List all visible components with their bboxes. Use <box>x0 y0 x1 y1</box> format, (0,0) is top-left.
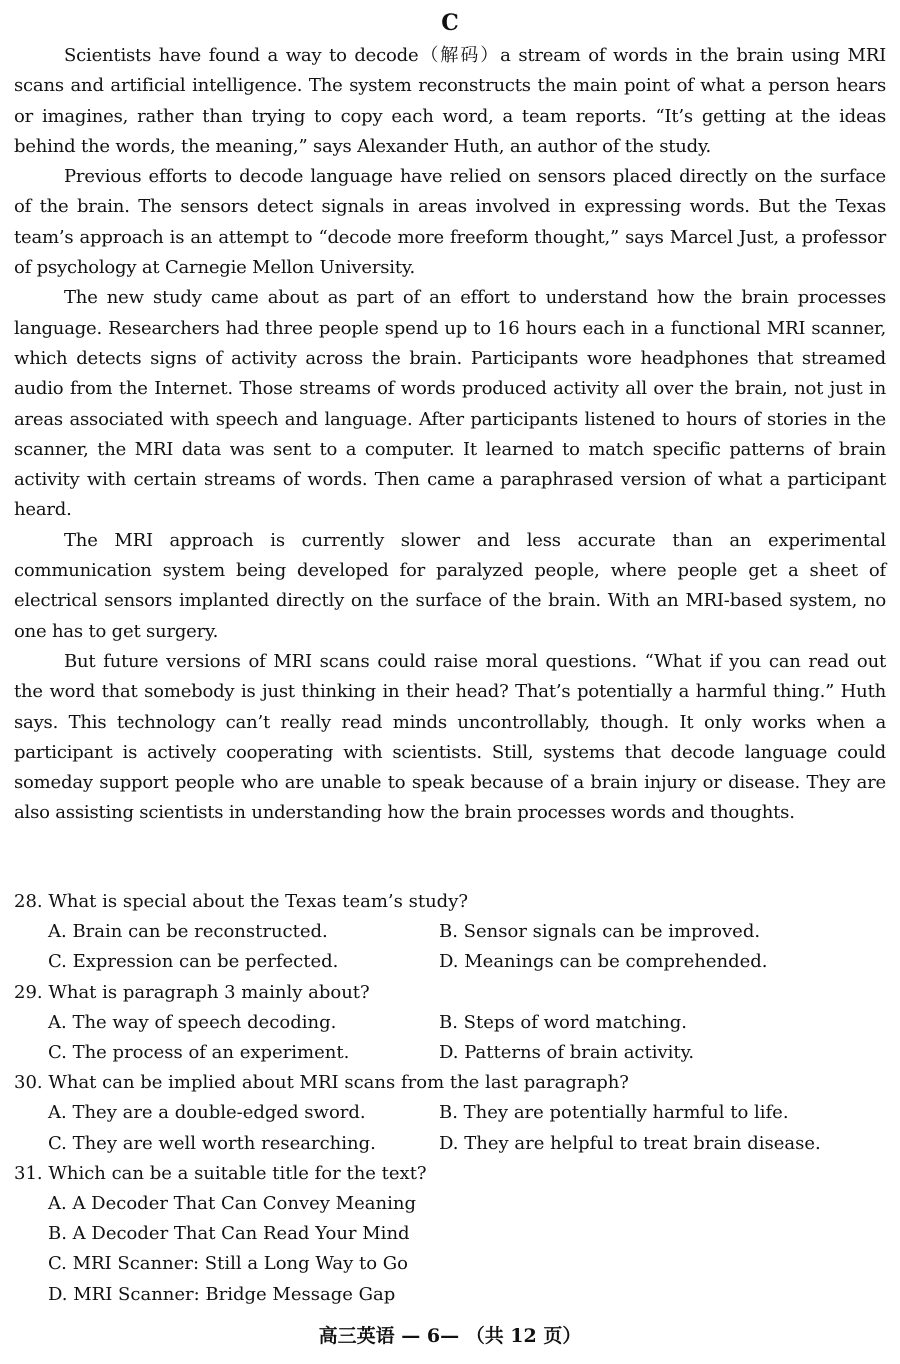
option-b[interactable]: B. Steps of word matching. <box>439 1011 687 1033</box>
page-footer: 高三英语 — 6— （共 12 页） <box>318 1325 582 1347</box>
option-c[interactable]: C. The process of an experiment. <box>48 1042 350 1064</box>
question-31 <box>14 1159 886 1310</box>
question-30 <box>14 1068 886 1159</box>
option-c[interactable]: C. Expression can be perfected. <box>48 951 339 973</box>
reading-passage <box>14 41 886 829</box>
paragraph-5: But future versions of MRI scans could raise moral questions. “What if you can read out the word that somebody is just thinking in their head? That’s potentially a harmful thing.” Huth says. This technology can’t really read minds uncontrollably, though. It only works when a participant is actively cooperating with scientists. Still, systems that decode language could someday support people who are unable to speak because of a brain injury or disease. They are also assisting scientists in understanding how the brain processes words and thoughts. <box>14 650 886 824</box>
paragraph-3: The new study came about as part of an effort to understand how the brain processes language. Researchers had three people spend up to 16 hours each in a functional MRI scanner, which detects signs of activity across the brain. Participants wore headphones that streamed audio from the Internet. Those streams of words produced activity all over the brain, not just in areas associated with speech and language. After participants listened to hours of stories in the scanner, the MRI data was sent to a computer. It learned to match specific patterns of brain activity with certain streams of words. Then came a paraphrased version of what a participant heard. <box>14 287 886 521</box>
paragraph-1: Scientists have found a way to decode（解码）a stream of words in the brain using MRI scans and artificial intelligence. The system reconstructs the main point of what a person hears or imagines, rather than trying to copy each word, a team reports. “It’s getting at the ideas behind the words, the meaning,” says Alexander Huth, an author of the study. <box>14 45 886 157</box>
option-a[interactable]: A. The way of speech decoding. <box>48 1011 337 1033</box>
option-a[interactable]: A. They are a double-edged sword. <box>48 1102 366 1124</box>
option-d[interactable]: D. Patterns of brain activity. <box>439 1042 695 1064</box>
option-group <box>14 1189 886 1310</box>
option-d[interactable]: D. MRI Scanner: Bridge Message Gap <box>48 1283 396 1305</box>
option-b[interactable]: B. They are potentially harmful to life. <box>439 1102 789 1124</box>
option-d[interactable]: D. Meanings can be comprehended. <box>439 951 768 973</box>
question-28 <box>14 887 886 978</box>
paragraph-2: Previous efforts to decode language have relied on sensors placed directly on the surface of the brain. The sensors detect signals in areas involved in expressing words. But the Texas team’s approach is an attempt to “decode more freeform thought,” says Marcel Just, a professor of psychology at Carnegie Mellon University. <box>14 166 886 279</box>
question-29 <box>14 978 886 1069</box>
option-a[interactable]: A. Brain can be reconstructed. <box>48 921 328 943</box>
question-stem: 28. What is special about the Texas team’s study? <box>14 891 469 912</box>
paragraph-4: The MRI approach is currently slower and less accurate than an experimental communication system being developed for paralyzed people, where people get a sheet of electrical sensors implanted directly on the surface of the brain. With an MRI-based system, no one has to get surgery. <box>14 529 886 642</box>
option-group <box>14 917 886 977</box>
question-list <box>14 887 886 1310</box>
option-group <box>14 1008 886 1068</box>
option-b[interactable]: B. A Decoder That Can Read Your Mind <box>48 1223 410 1245</box>
question-stem: 31. Which can be a suitable title for the text? <box>14 1162 427 1184</box>
question-stem: 29. What is paragraph 3 mainly about? <box>14 981 370 1003</box>
option-a[interactable]: A. A Decoder That Can Convey Meaning <box>48 1193 416 1215</box>
option-d[interactable]: D. They are helpful to treat brain disease. <box>439 1132 821 1154</box>
option-group <box>14 1098 886 1158</box>
option-c[interactable]: C. They are well worth researching. <box>48 1132 376 1154</box>
question-stem: 30. What can be implied about MRI scans from the last paragraph? <box>14 1072 629 1094</box>
option-c[interactable]: C. MRI Scanner: Still a Long Way to Go <box>48 1253 408 1275</box>
option-b[interactable]: B. Sensor signals can be improved. <box>439 921 761 943</box>
section-heading: C <box>441 10 459 36</box>
